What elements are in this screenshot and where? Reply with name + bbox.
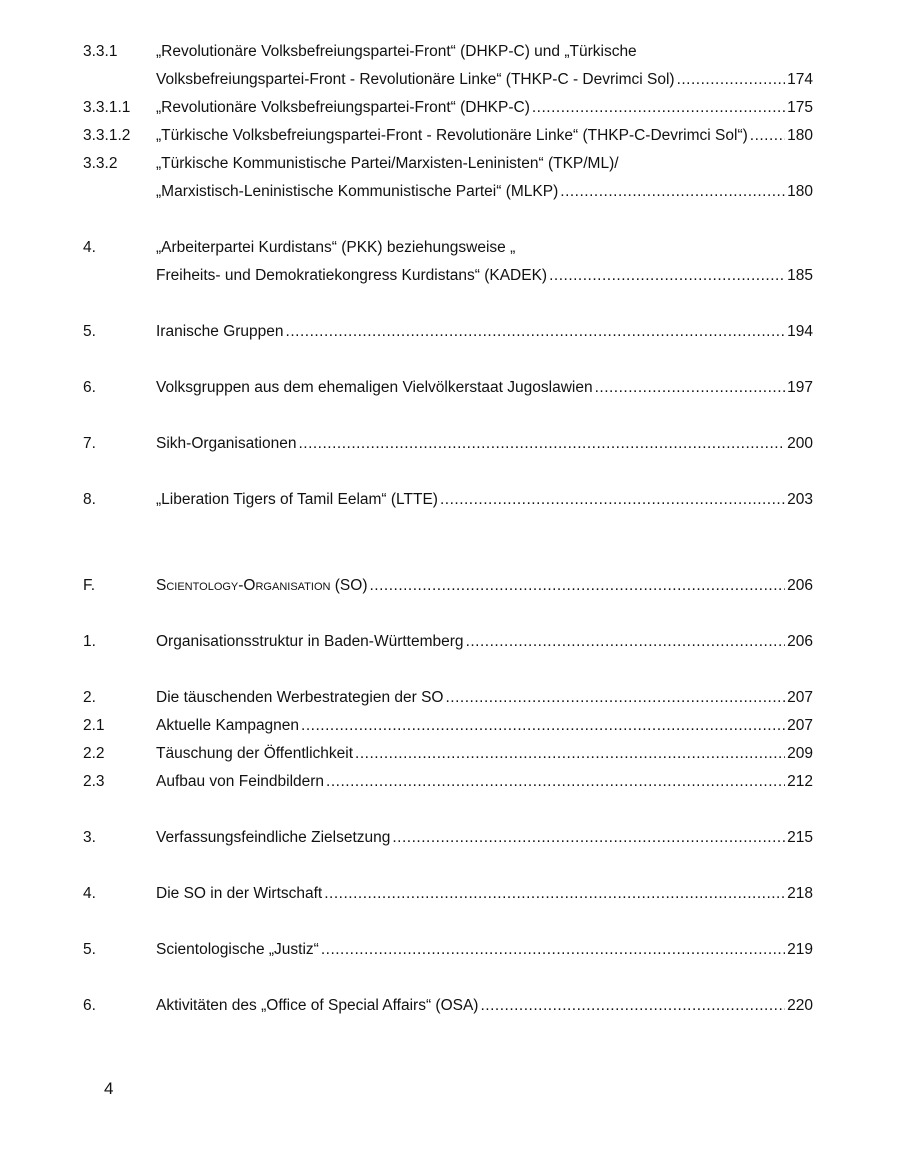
dot-leader xyxy=(466,628,786,656)
toc-entry-title: Verfassungsfeindliche Zielsetzung xyxy=(156,829,391,846)
toc-entry-number: 5. xyxy=(83,941,96,958)
toc-entry-title: Die SO in der Wirtschaft xyxy=(156,885,323,902)
toc-entry-number: 7. xyxy=(83,435,96,452)
dot-leader xyxy=(286,318,786,346)
toc-entry-number: 3.3.1.1 xyxy=(83,99,131,116)
toc-entry-number: 1. xyxy=(83,633,96,650)
toc-entry-4 xyxy=(83,234,813,262)
toc-entry-title xyxy=(156,572,367,600)
toc-entry-title: Aufbau von Feindbildern xyxy=(156,773,325,790)
toc-entry-title: Die täuschenden Werbestrategien der SO xyxy=(156,689,444,706)
toc-entry-F-3 xyxy=(83,824,813,852)
toc-entry-F-6 xyxy=(83,992,813,1020)
toc-entry-F xyxy=(83,572,813,600)
dot-leader xyxy=(549,262,785,290)
toc-entry-title: „Arbeiterpartei Kurdistans“ (PKK) beziehungsweise „ xyxy=(156,239,516,256)
toc-entry-F-2-1 xyxy=(83,712,813,740)
toc-page-number: 218 xyxy=(787,885,813,902)
toc-page-number: 207 xyxy=(787,689,813,706)
toc-page-number: 174 xyxy=(787,71,813,88)
toc-chapter-suffix: (SO) xyxy=(330,577,368,594)
toc-entry-F-4 xyxy=(83,880,813,908)
toc-page-number: 203 xyxy=(787,491,813,508)
toc-entry-number: 3.3.1 xyxy=(83,43,118,60)
dot-leader xyxy=(440,486,785,514)
toc-entry-F-2 xyxy=(83,684,813,712)
toc-page-number: 180 xyxy=(787,183,813,200)
toc-entry-title: Organisationsstruktur in Baden-Württemberg xyxy=(156,633,464,650)
toc-chapter-title: Scientology-Organisation xyxy=(156,577,331,594)
toc-entry-title: Täuschung der Öffentlichkeit xyxy=(156,745,354,762)
dot-leader xyxy=(298,430,785,458)
toc-page-number: 197 xyxy=(787,379,813,396)
dot-leader xyxy=(324,880,785,908)
toc-entry-6 xyxy=(83,374,813,402)
dot-leader xyxy=(446,684,786,712)
toc-entry-3-3-2-cont xyxy=(83,178,813,206)
toc-entry-3-3-1-1 xyxy=(83,94,813,122)
toc-entry-title: „Liberation Tigers of Tamil Eelam“ (LTTE) xyxy=(156,491,438,508)
toc-page-number: 215 xyxy=(787,829,813,846)
dot-leader xyxy=(677,66,786,94)
toc-entry-number: 3.3.1.2 xyxy=(83,127,131,144)
toc-entry-3-3-1-2 xyxy=(83,122,813,150)
toc-entry-4-cont xyxy=(83,262,813,290)
table-of-contents xyxy=(83,38,813,1020)
toc-page-number: 209 xyxy=(787,745,813,762)
toc-entry-3-3-1 xyxy=(83,38,813,66)
toc-entry-title: Iranische Gruppen xyxy=(156,323,284,340)
toc-entry-number: 8. xyxy=(83,491,96,508)
toc-entry-3-3-1-cont xyxy=(83,66,813,94)
dot-leader xyxy=(392,824,785,852)
toc-page-number: 194 xyxy=(787,323,813,340)
toc-entry-title: Sikh-Organisationen xyxy=(156,435,297,452)
toc-entry-number: 2. xyxy=(83,689,96,706)
toc-entry-title: Volksgruppen aus dem ehemaligen Vielvölkerstaat Jugoslawien xyxy=(156,379,593,396)
toc-entry-title: „Revolutionäre Volksbefreiungspartei-Front“ (DHKP-C) und „Türkische xyxy=(156,43,637,60)
toc-entry-number: 3. xyxy=(83,829,96,846)
toc-page-number: 185 xyxy=(787,267,813,284)
toc-entry-number: 6. xyxy=(83,997,96,1014)
page-number: 4 xyxy=(104,1079,114,1098)
toc-entry-number: 4. xyxy=(83,885,96,902)
toc-page-number: 219 xyxy=(787,941,813,958)
toc-entry-title: Aktuelle Kampagnen xyxy=(156,717,300,734)
toc-page-number: 175 xyxy=(787,99,813,116)
dot-leader xyxy=(595,374,786,402)
toc-page-number: 200 xyxy=(787,435,813,452)
toc-entry-8 xyxy=(83,486,813,514)
toc-page-number: 220 xyxy=(787,997,813,1014)
toc-entry-F-2-3 xyxy=(83,768,813,796)
dot-leader xyxy=(321,936,785,964)
toc-entry-number: 4. xyxy=(83,239,96,256)
toc-entry-title: „Türkische Volksbefreiungspartei-Front - Revolutionäre Linke“ (THKP-C-Devrimci Sol“) xyxy=(156,127,748,144)
dot-leader xyxy=(560,178,785,206)
toc-entry-number: 2.1 xyxy=(83,717,105,734)
toc-page-number: 206 xyxy=(787,577,813,594)
toc-entry-number: 2.2 xyxy=(83,745,105,762)
toc-entry-number: 3.3.2 xyxy=(83,155,118,172)
toc-entry-number: 5. xyxy=(83,323,96,340)
toc-page-number: 206 xyxy=(787,633,813,650)
dot-leader xyxy=(369,572,785,600)
dot-leader xyxy=(750,122,785,150)
toc-entry-title: „Marxistisch-Leninistische Kommunistische Partei“ (MLKP) xyxy=(156,183,559,200)
toc-entry-F-1 xyxy=(83,628,813,656)
toc-entry-title: „Türkische Kommunistische Partei/Marxisten-Leninisten“ (TKP/ML)/ xyxy=(156,155,619,172)
dot-leader xyxy=(532,94,785,122)
toc-entry-number: F. xyxy=(83,577,96,594)
toc-entry-title: Freiheits- und Demokratiekongress Kurdistans“ (KADEK) xyxy=(156,267,548,284)
toc-entry-F-5 xyxy=(83,936,813,964)
toc-entry-title: Aktivitäten des „Office of Special Affairs“ (OSA) xyxy=(156,997,479,1014)
toc-page-number: 212 xyxy=(787,773,813,790)
toc-entry-title: Scientologische „Justiz“ xyxy=(156,941,319,958)
toc-entry-number: 2.3 xyxy=(83,773,105,790)
toc-entry-title: Volksbefreiungspartei-Front - Revolutionäre Linke“ (THKP-C - Devrimci Sol) xyxy=(156,71,675,88)
dot-leader xyxy=(355,740,785,768)
toc-page-number: 207 xyxy=(787,717,813,734)
dot-leader xyxy=(480,992,785,1020)
toc-entry-5 xyxy=(83,318,813,346)
dot-leader xyxy=(301,712,785,740)
toc-entry-title: „Revolutionäre Volksbefreiungspartei-Front“ (DHKP-C) xyxy=(156,99,530,116)
toc-entry-7 xyxy=(83,430,813,458)
dot-leader xyxy=(326,768,785,796)
toc-entry-3-3-2 xyxy=(83,150,813,178)
toc-entry-number: 6. xyxy=(83,379,96,396)
toc-entry-F-2-2 xyxy=(83,740,813,768)
toc-page-number: 180 xyxy=(787,127,813,144)
